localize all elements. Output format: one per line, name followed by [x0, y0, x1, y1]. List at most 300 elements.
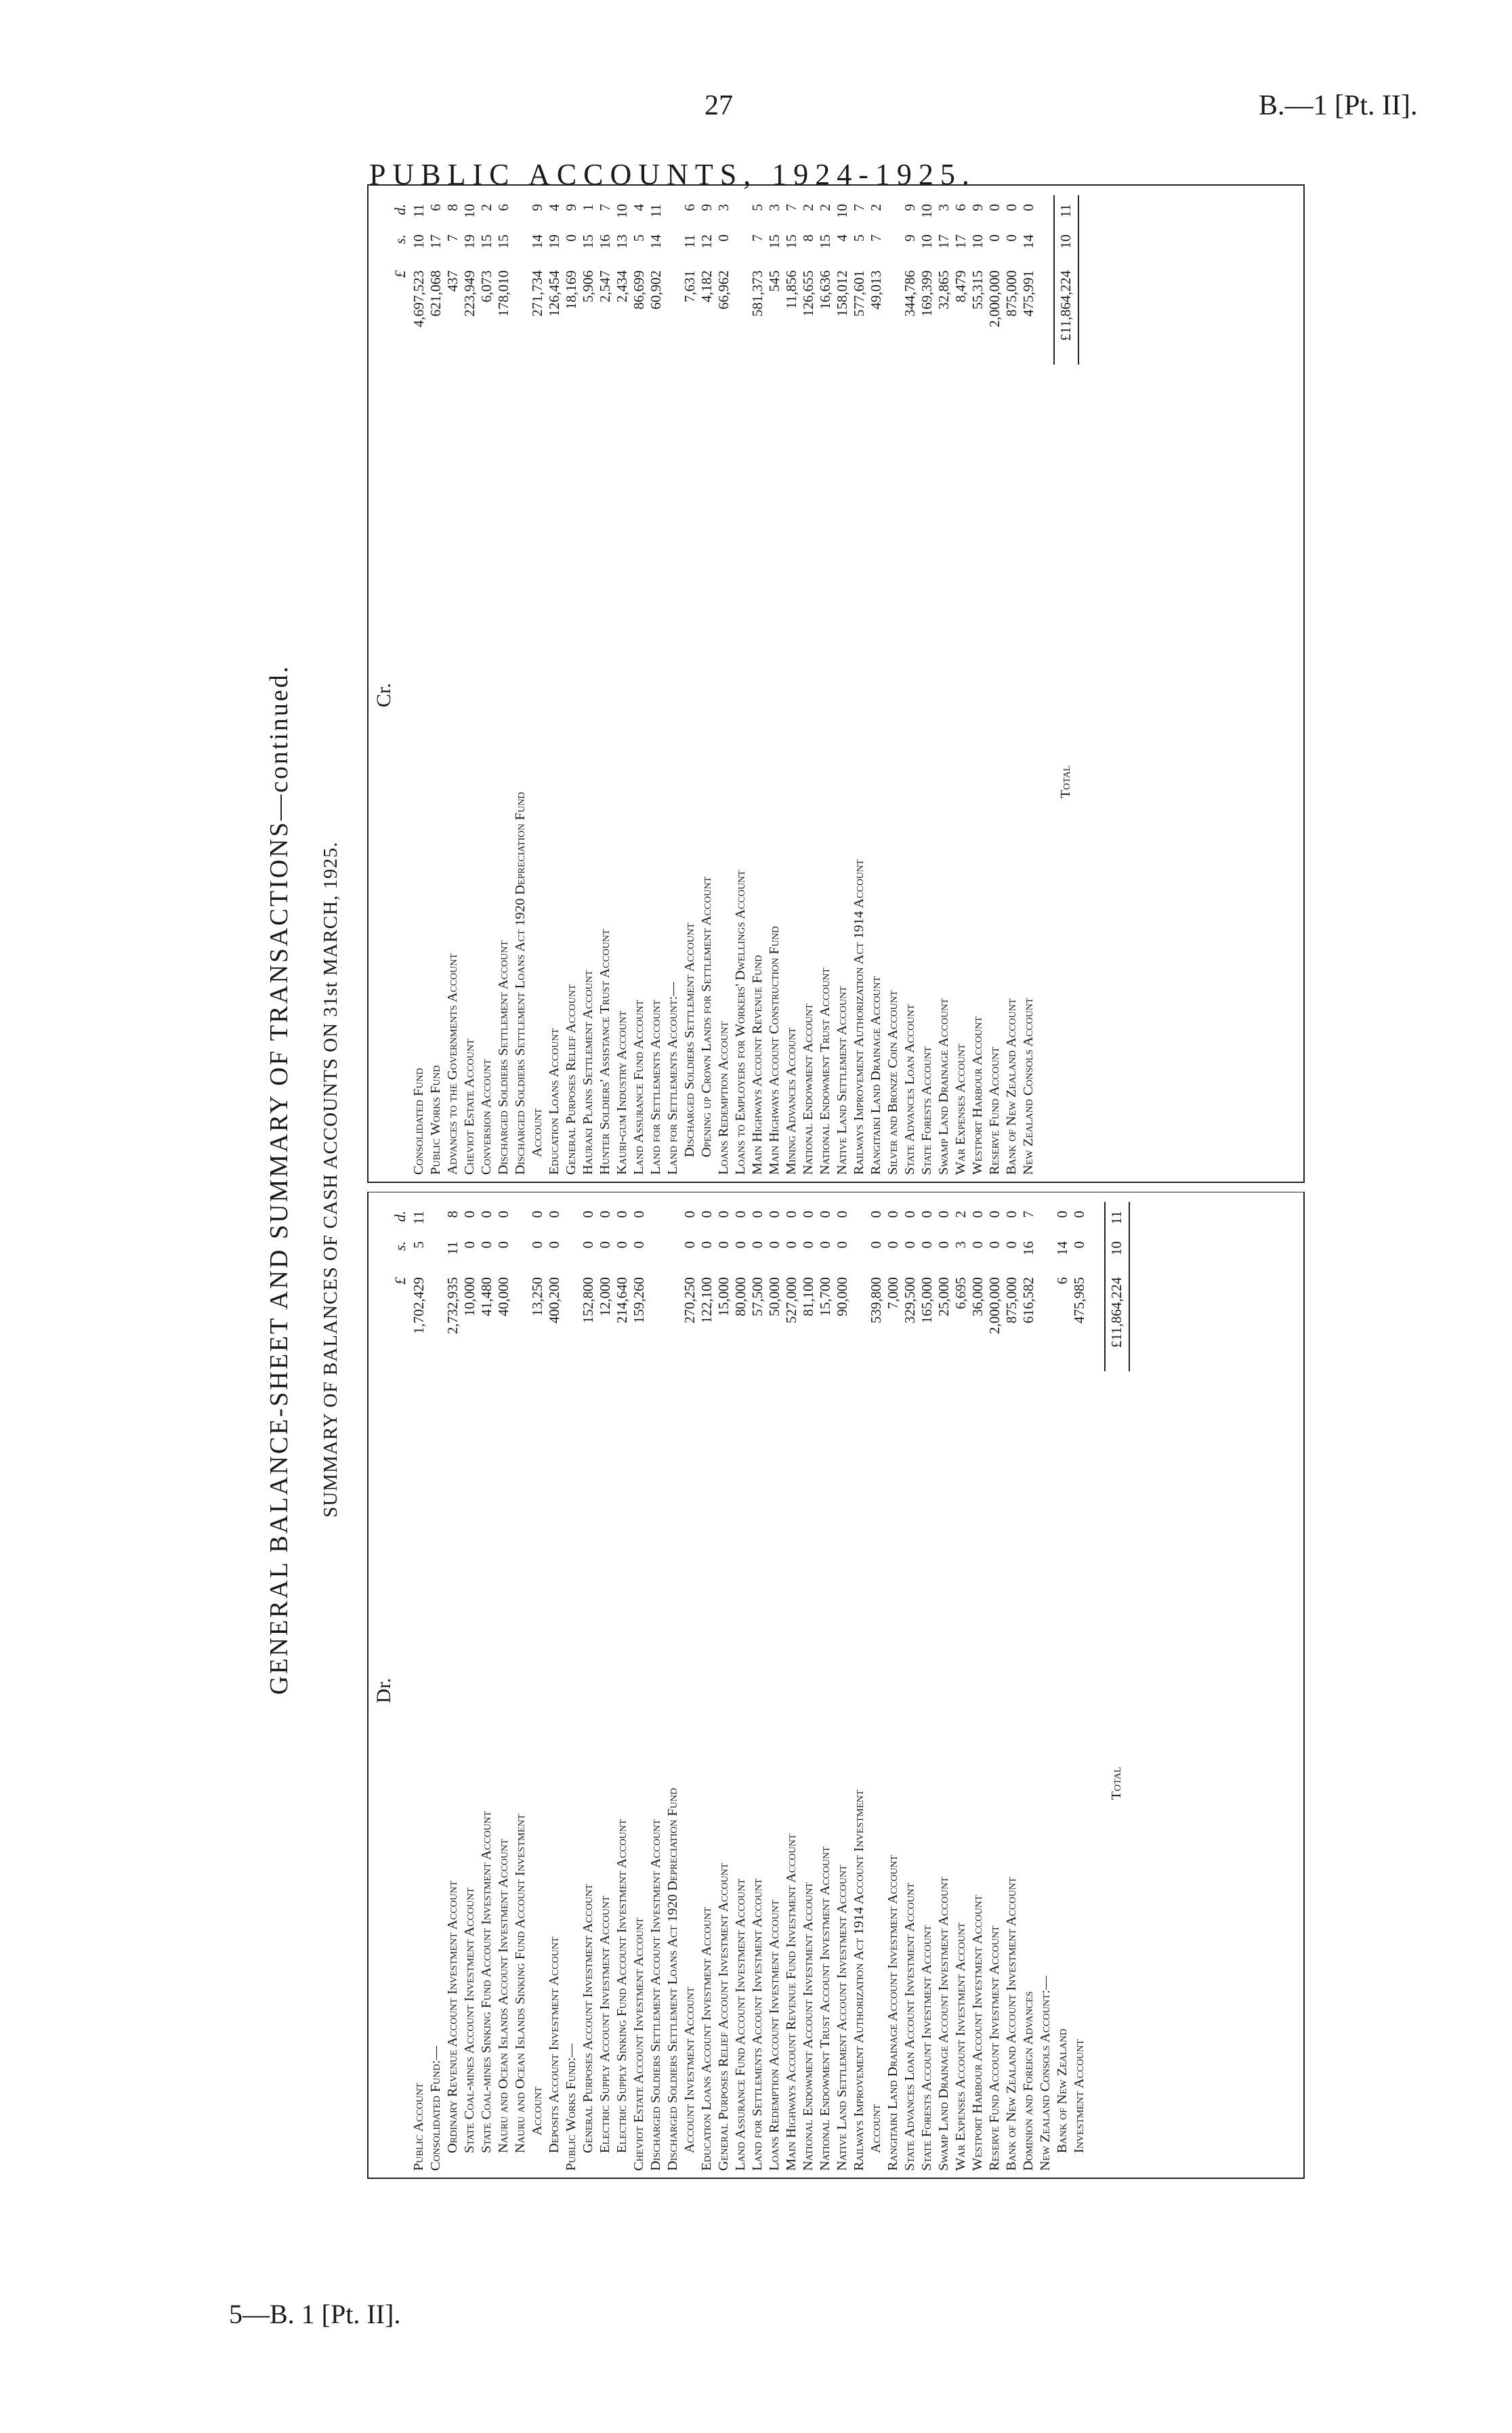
row-label-text: Reserve Fund Account Investment Account: [987, 1926, 1002, 2171]
amount-pence: 0: [1071, 1211, 1087, 1218]
row-label-text: Electric Supply Sinking Fund Account Investment Account: [614, 1819, 629, 2153]
table-row: [885, 192, 902, 1175]
table-row: [698, 1199, 715, 2171]
table-row: [1054, 1199, 1071, 2171]
amount-pounds: 165,000: [919, 1277, 935, 1324]
table-row: [868, 192, 885, 1175]
amount-shillings: 12: [698, 234, 715, 249]
amount-pence: 2: [800, 204, 816, 211]
amount-pence: 3: [766, 204, 782, 211]
table-row: [902, 192, 919, 1175]
row-label-text: Land Assurance Fund Account: [631, 1000, 646, 1175]
table-row: [919, 192, 936, 1175]
row-amount: [546, 1199, 563, 1396]
row-label-text: Bank of New Zealand Account: [1004, 998, 1019, 1175]
amount-shillings: 9: [902, 234, 918, 242]
row-amount: [936, 1199, 952, 1396]
row-label-text: National Endowment Account Investment Account: [801, 1882, 816, 2171]
row-amount: [969, 192, 986, 389]
amount-pence: 0: [631, 1211, 647, 1218]
amount-pence: 10: [614, 204, 630, 218]
row-label-text: Hauraki Plains Settlement Account: [581, 970, 595, 1175]
total-double-rule: [1129, 1202, 1130, 1371]
row-label: [665, 389, 681, 1175]
amount-pounds: 4,697,523: [411, 270, 427, 327]
amount-pounds: 214,640: [614, 1277, 630, 1324]
row-label-text: Mining Advances Account: [784, 1027, 799, 1175]
amount-shillings: 0: [614, 1241, 630, 1249]
amount-pounds: 81,100: [800, 1277, 816, 1316]
row-label: [564, 1396, 579, 2171]
amount-pence: 0: [749, 1211, 765, 1218]
amount-pounds: 8,479: [952, 270, 969, 303]
amount-shillings: 15: [478, 234, 495, 249]
row-label-text: Silver and Bronze Coin Account: [885, 990, 900, 1175]
row-amount: [546, 192, 563, 389]
amount-pence: 9: [969, 204, 986, 211]
row-label-text: Account: [868, 2104, 883, 2153]
row-label-text: State Advances Loan Account: [902, 1004, 917, 1175]
row-amount: [529, 192, 546, 389]
table-row: [478, 1199, 495, 2171]
row-label-text: Cheviot Estate Account Investment Account: [631, 1917, 646, 2171]
row-label-text: New Zealand Consols Account: [1021, 997, 1036, 1175]
amount-pounds: 159,260: [631, 1277, 647, 1324]
amount-pence: 11: [648, 204, 664, 218]
row-amount: [834, 1199, 851, 1396]
row-amount: [681, 1199, 698, 1396]
row-amount: [461, 192, 478, 389]
total-label: [1058, 389, 1074, 1175]
row-amount: [919, 1199, 936, 1396]
amount-shillings: 4: [834, 234, 850, 242]
row-label-text: War Expenses Account Investment Account: [953, 1922, 968, 2171]
row-amount: [902, 1199, 919, 1396]
row-label-text: Swamp Land Drainage Account Investment Account: [936, 1877, 951, 2171]
total-rule: [1104, 1202, 1106, 1371]
amount-shillings: 7: [444, 234, 461, 242]
table-row: [580, 1199, 597, 2171]
amount-shillings: 0: [546, 1241, 562, 1249]
table-row: [411, 192, 427, 1175]
table-row: [444, 1199, 461, 2171]
row-label: [716, 389, 732, 1175]
row-label: [885, 1396, 901, 2171]
amount-pounds: 527,000: [783, 1277, 799, 1324]
row-label: [919, 1396, 935, 2171]
amount-pence: 2: [952, 1211, 969, 1218]
table-row: [698, 192, 715, 1175]
table-row: [681, 1199, 698, 2171]
row-label-text: Westport Harbour Account Investment Account: [970, 1895, 985, 2171]
table-row: [665, 1199, 681, 2171]
row-label: [919, 389, 935, 1175]
amount-shillings: 14: [648, 234, 664, 249]
row-label: [428, 389, 444, 1175]
amount-pence: 0: [732, 1211, 749, 1218]
row-amount: [614, 192, 631, 389]
row-amount: [411, 192, 427, 389]
row-label: [614, 1396, 630, 2171]
table-row: [495, 1199, 512, 2171]
row-amount: [851, 192, 868, 389]
row-amount: [597, 192, 614, 389]
table-row: [427, 192, 444, 1175]
table-row: [411, 1199, 427, 2171]
row-amount: [478, 192, 495, 389]
row-amount: [444, 192, 461, 389]
amount-pence: 2: [478, 204, 495, 211]
debit-side: [367, 1192, 1305, 2179]
row-label-text: Conversion Account: [479, 1059, 494, 1175]
table-row: [783, 192, 800, 1175]
row-amount: [563, 192, 580, 389]
row-label-text: Rangitaiki Land Drainage Account Investment Account: [885, 1855, 900, 2171]
amount-shillings: 5: [631, 234, 647, 242]
amount-shillings: 0: [902, 1241, 918, 1249]
amount-pence: 0: [919, 1211, 935, 1218]
table-row: [512, 192, 529, 1175]
amount-shillings: 13: [614, 234, 630, 249]
table-row: [681, 192, 698, 1175]
table-row: [444, 192, 461, 1175]
row-label-text: Land Assurance Fund Account Investment Account: [733, 1878, 748, 2171]
total-pence: 11: [1108, 1211, 1125, 1225]
amount-shillings: 0: [986, 1241, 1003, 1249]
row-label-text: Hunter Soldiers' Assistance Trust Account: [597, 929, 612, 1175]
table-row: [986, 1199, 1003, 2171]
total-label-text: Total: [1058, 765, 1073, 799]
row-label-text: National Endowment Account: [801, 1003, 816, 1175]
table-row: [648, 1199, 665, 2171]
row-amount: [631, 1199, 648, 1396]
amount-shillings: 0: [495, 1241, 511, 1249]
pounds-unit: £: [392, 270, 408, 278]
amount-pounds: 875,000: [1003, 1277, 1020, 1324]
row-label-text: Discharged Soldiers Settlement Loans Act 1920 Depreciation Fund: [665, 1787, 680, 2171]
amount-pence: 6: [681, 204, 698, 211]
debit-units: [392, 1199, 409, 1396]
row-amount: [969, 1199, 986, 1396]
table-row: [478, 192, 495, 1175]
row-label: [1004, 389, 1020, 1175]
row-amount: [936, 192, 952, 389]
row-label: [445, 389, 461, 1175]
row-amount: [1003, 1199, 1020, 1396]
pence-unit: d.: [392, 1211, 408, 1222]
row-label-text: Opening up Crown Lands for Settlement Account: [699, 876, 714, 1157]
total-double-rule: [1078, 195, 1079, 365]
row-label-text: Dominion and Foreign Advances: [1021, 1991, 1036, 2171]
total-amount: [1108, 1199, 1125, 1396]
amount-pence: 11: [411, 204, 427, 218]
row-label-text: Discharged Soldiers Settlement Account: [496, 940, 511, 1175]
amount-pounds: 581,373: [749, 270, 765, 317]
row-amount: [495, 1199, 512, 1396]
amount-pence: 10: [919, 204, 935, 218]
amount-pence: 7: [783, 204, 799, 211]
debit-heading: Dr.: [373, 1678, 395, 1703]
table-row: [461, 1199, 478, 2171]
table-row: [546, 192, 563, 1175]
document-reference: B.—1 [Pt. II].: [1259, 90, 1418, 121]
row-label: [936, 1396, 952, 2171]
row-label-text: Discharged Soldiers Settlement Loans Act 1920 Depreciation Fund: [513, 791, 528, 1175]
row-label: [852, 389, 867, 1175]
row-label: [1055, 1396, 1070, 2171]
amount-shillings: 0: [817, 1241, 833, 1249]
row-label: [818, 1396, 833, 2171]
amount-pence: 0: [902, 1211, 918, 1218]
amount-pounds: 539,800: [868, 1277, 884, 1324]
amount-pounds: 40,000: [495, 1277, 511, 1316]
row-label-text: Native Land Settlement Account: [835, 986, 849, 1175]
row-label-text: Nauru and Ocean Islands Account Investment Account: [496, 1839, 511, 2153]
amount-shillings: 0: [715, 234, 732, 242]
amount-pounds: 57,500: [749, 1277, 765, 1316]
amount-pounds: 36,000: [969, 1277, 986, 1316]
row-label: [445, 1396, 461, 2171]
table-row: [766, 192, 783, 1175]
amount-shillings: 0: [681, 1241, 698, 1249]
row-amount: [800, 192, 817, 389]
amount-pence: 0: [969, 1211, 986, 1218]
table-row: [885, 1199, 902, 2171]
amount-pounds: 18,169: [563, 270, 579, 310]
row-label-text: Rangitaiki Land Drainage Account: [868, 976, 883, 1175]
row-amount: [681, 192, 698, 389]
table-row: [986, 192, 1003, 1175]
total-row: [1057, 192, 1074, 1175]
row-label-text: Land for Settlements Account Investment Account: [750, 1878, 765, 2171]
amount-pence: 0: [766, 1211, 782, 1218]
amount-pence: 0: [478, 1211, 495, 1218]
row-amount: [597, 1199, 614, 1396]
row-label: [496, 389, 511, 1175]
amount-shillings: 15: [766, 234, 782, 249]
row-amount: [800, 1199, 817, 1396]
amount-pounds: 2,000,000: [986, 270, 1003, 327]
amount-pounds: 66,962: [715, 270, 732, 310]
total-label: [1109, 1396, 1125, 2171]
row-amount: [749, 192, 766, 389]
table-row: [749, 1199, 766, 2171]
amount-pounds: 1,702,429: [411, 1277, 427, 1334]
pounds-unit: £: [392, 1277, 408, 1285]
row-amount: [614, 1199, 631, 1396]
row-label-text: Loans to Employers for Workers' Dwellings Account: [733, 870, 748, 1175]
amount-pounds: 475,991: [1020, 270, 1036, 317]
amount-pence: 0: [1003, 1211, 1020, 1218]
row-label: [411, 1396, 427, 2171]
amount-shillings: 5: [851, 234, 867, 242]
row-label: [767, 389, 782, 1175]
row-label-text: State Advances Loan Account Investment Account: [902, 1882, 917, 2171]
row-amount: [698, 192, 715, 389]
row-label: [631, 1396, 647, 2171]
amount-pounds: 15,000: [715, 1277, 732, 1316]
row-label: [868, 389, 884, 1175]
table-row: [631, 1199, 648, 2171]
amount-shillings: 0: [529, 1241, 545, 1249]
row-amount: [427, 192, 444, 389]
table-row: [614, 192, 631, 1175]
row-label: [852, 1396, 867, 2171]
row-amount: [952, 1199, 969, 1396]
amount-pounds: 545: [766, 270, 782, 292]
row-label: [733, 1396, 749, 2171]
amount-shillings: 0: [631, 1241, 647, 1249]
row-label-text: Loans Redemption Account: [716, 1021, 731, 1175]
amount-pence: 0: [681, 1211, 698, 1218]
amount-pounds: 13,250: [529, 1277, 545, 1316]
amount-pence: 0: [461, 1211, 478, 1218]
amount-shillings: 14: [529, 234, 545, 249]
row-amount: [495, 192, 512, 389]
table-row: [546, 1199, 563, 2171]
amount-shillings: 0: [597, 1241, 613, 1249]
amount-pence: 0: [1020, 204, 1036, 211]
row-label: [496, 1396, 511, 2171]
amount-pence: 7: [597, 204, 613, 211]
table-row: [969, 1199, 986, 2171]
table-row: [817, 192, 834, 1175]
row-amount: [1020, 192, 1037, 389]
total-label-text: Total: [1109, 1766, 1124, 1800]
row-amount: [783, 1199, 800, 1396]
amount-shillings: 0: [986, 234, 1003, 242]
row-label-text: Consolidated Fund:—: [428, 2046, 443, 2171]
table-row: [597, 1199, 614, 2171]
amount-shillings: 17: [427, 234, 444, 249]
amount-shillings: 5: [411, 1241, 427, 1249]
row-label: [1038, 1396, 1053, 2171]
amount-pence: 2: [868, 204, 884, 211]
row-label: [835, 389, 850, 1175]
total-pounds: £11,864,224: [1057, 270, 1074, 341]
row-amount: [817, 1199, 834, 1396]
amount-shillings: 0: [885, 1241, 901, 1249]
amount-pounds: 2,000,000: [986, 1277, 1003, 1334]
table-row: [1037, 1199, 1054, 2171]
amount-pence: 0: [1054, 1211, 1070, 1218]
row-amount: [1003, 192, 1020, 389]
amount-pence: 0: [529, 1211, 545, 1218]
amount-pence: 7: [1020, 1211, 1036, 1218]
row-label-text: Bank of New Zealand: [1055, 2029, 1070, 2153]
row-label: [1021, 1396, 1036, 2171]
row-label: [462, 389, 478, 1175]
row-label-text: Native Land Settlement Account Investment Account: [835, 1865, 849, 2171]
table-row: [800, 1199, 817, 2171]
credit-side: [367, 184, 1305, 1183]
row-amount: [1071, 1199, 1088, 1396]
row-label-text: Advances to the Governments Account: [445, 953, 460, 1175]
table-row: [1071, 1199, 1088, 2171]
table-row: [715, 1199, 732, 2171]
row-amount: [732, 1199, 749, 1396]
table-row: [732, 192, 749, 1175]
table-row: [749, 192, 766, 1175]
row-label-text: Education Loans Account Investment Account: [699, 1907, 714, 2171]
total-shillings: 10: [1108, 1241, 1125, 1255]
table-row: [1003, 192, 1020, 1175]
row-amount: [766, 192, 783, 389]
row-label: [513, 389, 528, 1175]
amount-pounds: 6: [1054, 1277, 1070, 1285]
row-amount: [868, 192, 885, 389]
credit-heading: Cr.: [373, 683, 395, 707]
amount-shillings: 15: [495, 234, 511, 249]
amount-pence: 2: [817, 204, 833, 211]
row-label: [479, 389, 495, 1175]
table-row: [1020, 1199, 1037, 2171]
row-label: [699, 1396, 715, 2171]
amount-pence: 0: [885, 1211, 901, 1218]
row-label-text: Public Account: [411, 2083, 426, 2171]
row-label: [733, 389, 749, 1175]
amount-pounds: 158,012: [834, 270, 850, 317]
row-label-text: Kauri-gum Industry Account: [614, 1010, 629, 1175]
amount-pence: 4: [546, 204, 562, 211]
row-label-text: Main Highways Account Revenue Fund Investment Account: [784, 1833, 799, 2171]
row-label: [547, 389, 562, 1175]
row-label-text: Main Highways Account Revenue Fund: [750, 955, 765, 1175]
table-title: GENERAL BALANCE-SHEET AND SUMMARY OF TRANSACTIONS—continued.: [265, 664, 293, 1695]
table-row: [834, 1199, 851, 2171]
row-label-text: Reserve Fund Account: [987, 1047, 1002, 1175]
amount-pounds: 344,786: [902, 270, 918, 317]
row-amount: [411, 1199, 427, 1396]
row-label: [564, 389, 579, 1175]
row-label: [614, 389, 630, 1175]
row-label-text: Main Highways Account Construction Fund: [767, 926, 782, 1175]
row-label-text: General Purposes Account Investment Account: [581, 1884, 595, 2153]
amount-pence: 0: [834, 1211, 850, 1218]
amount-pounds: 7,631: [681, 270, 698, 303]
total-pounds: £11,864,224: [1108, 1277, 1125, 1348]
amount-pence: 8: [444, 1211, 461, 1218]
amount-pounds: 5,906: [580, 270, 596, 303]
page-number: 27: [705, 90, 733, 121]
row-label: [970, 389, 986, 1175]
amount-shillings: 0: [1003, 234, 1020, 242]
amount-shillings: 7: [749, 234, 765, 242]
row-amount: [478, 1199, 495, 1396]
row-label-text: Bank of New Zealand Account Investment Account: [1004, 1877, 1019, 2171]
row-label-text: Loans Redemption Account Investment Account: [767, 1900, 782, 2171]
row-label: [513, 1396, 528, 2171]
row-label-text: Land for Settlements Account:—: [665, 982, 680, 1175]
row-label: [902, 1396, 918, 2171]
row-label: [767, 1396, 782, 2171]
amount-shillings: 15: [580, 234, 596, 249]
amount-pounds: 329,500: [902, 1277, 918, 1324]
row-amount: [885, 1199, 902, 1396]
row-amount: [919, 192, 936, 389]
row-label-text: Deposits Account Investment Account: [547, 1936, 562, 2153]
row-label: [428, 1396, 444, 2171]
row-label: [648, 1396, 664, 2171]
row-label: [682, 389, 698, 1175]
amount-shillings: 0: [461, 1241, 478, 1249]
table-row: [563, 192, 580, 1175]
row-label-text: State Coal-mines Account Investment Account: [462, 1888, 477, 2153]
amount-pounds: 86,699: [631, 270, 647, 310]
amount-pounds: 80,000: [732, 1277, 749, 1316]
amount-pounds: 122,100: [698, 1277, 715, 1324]
amount-pounds: 90,000: [834, 1277, 850, 1316]
